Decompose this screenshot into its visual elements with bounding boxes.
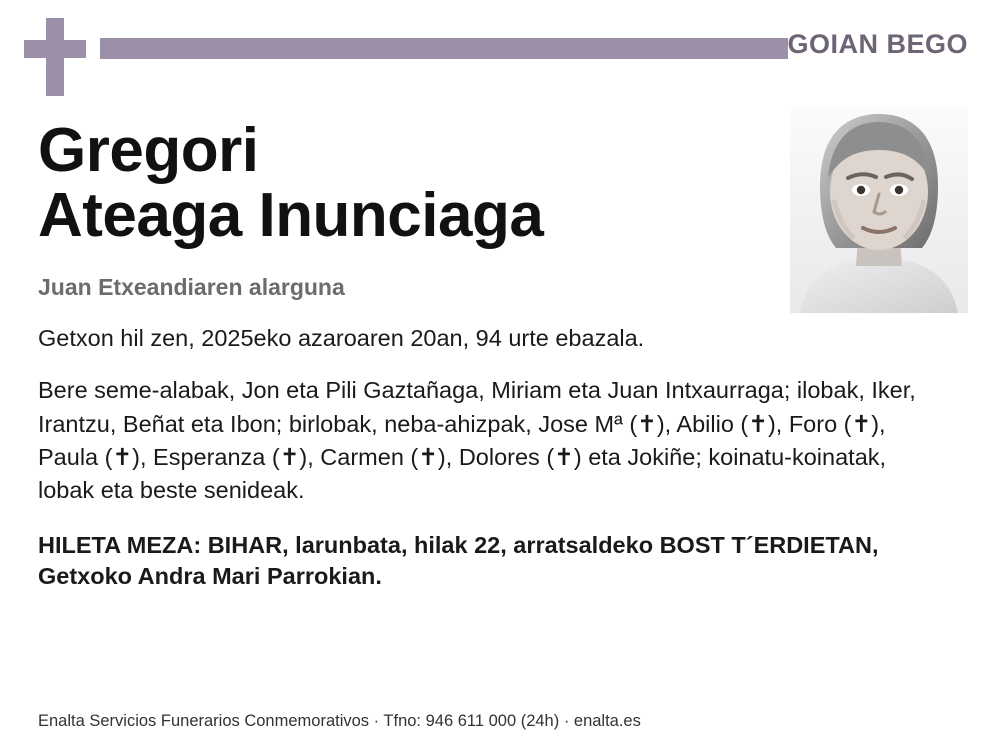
funeral-home-footer: Enalta Servicios Funerarios Conmemorativos · Tfno: 946 611 000 (24h) · enalta.es bbox=[38, 712, 641, 730]
survivors-list: Bere seme-alabak, Jon eta Pili Gaztañaga, Miriam eta Juan Intxaurraga; ilobak, Iker, Irantzu, Beñat eta Ibon; birlobak, neba-ahizpak, Jose Mª (✝), Abilio (✝), Foro (✝), Paula (✝), Esperanza (✝), Carmen (✝), Dolores (✝) eta Jokiñe; koinatu-koinatak, lobak eta beste senideak. bbox=[38, 377, 916, 504]
deceased-relation: Juan Etxeandiaren alarguna bbox=[38, 274, 345, 301]
cross-icon bbox=[24, 18, 86, 96]
page-title bbox=[38, 116, 758, 251]
obituary-body bbox=[38, 118, 964, 593]
funeral-mass-details: HILETA MEZA: BIHAR, larunbata, hilak 22, arratsaldeko BOST T´ERDIETAN, Getxoko Andra Mari Parrokian. bbox=[38, 531, 879, 590]
header-rule bbox=[100, 38, 788, 59]
death-details: Getxon hil zen, 2025eko azaroaren 20an, 94 urte ebazala. bbox=[38, 325, 645, 352]
obituary-header bbox=[0, 0, 984, 100]
header-label: GOIAN BEGO bbox=[787, 29, 968, 59]
deceased-surnames: Ateaga Inunciaga bbox=[38, 181, 544, 251]
deceased-first-name: Gregori bbox=[38, 116, 259, 185]
